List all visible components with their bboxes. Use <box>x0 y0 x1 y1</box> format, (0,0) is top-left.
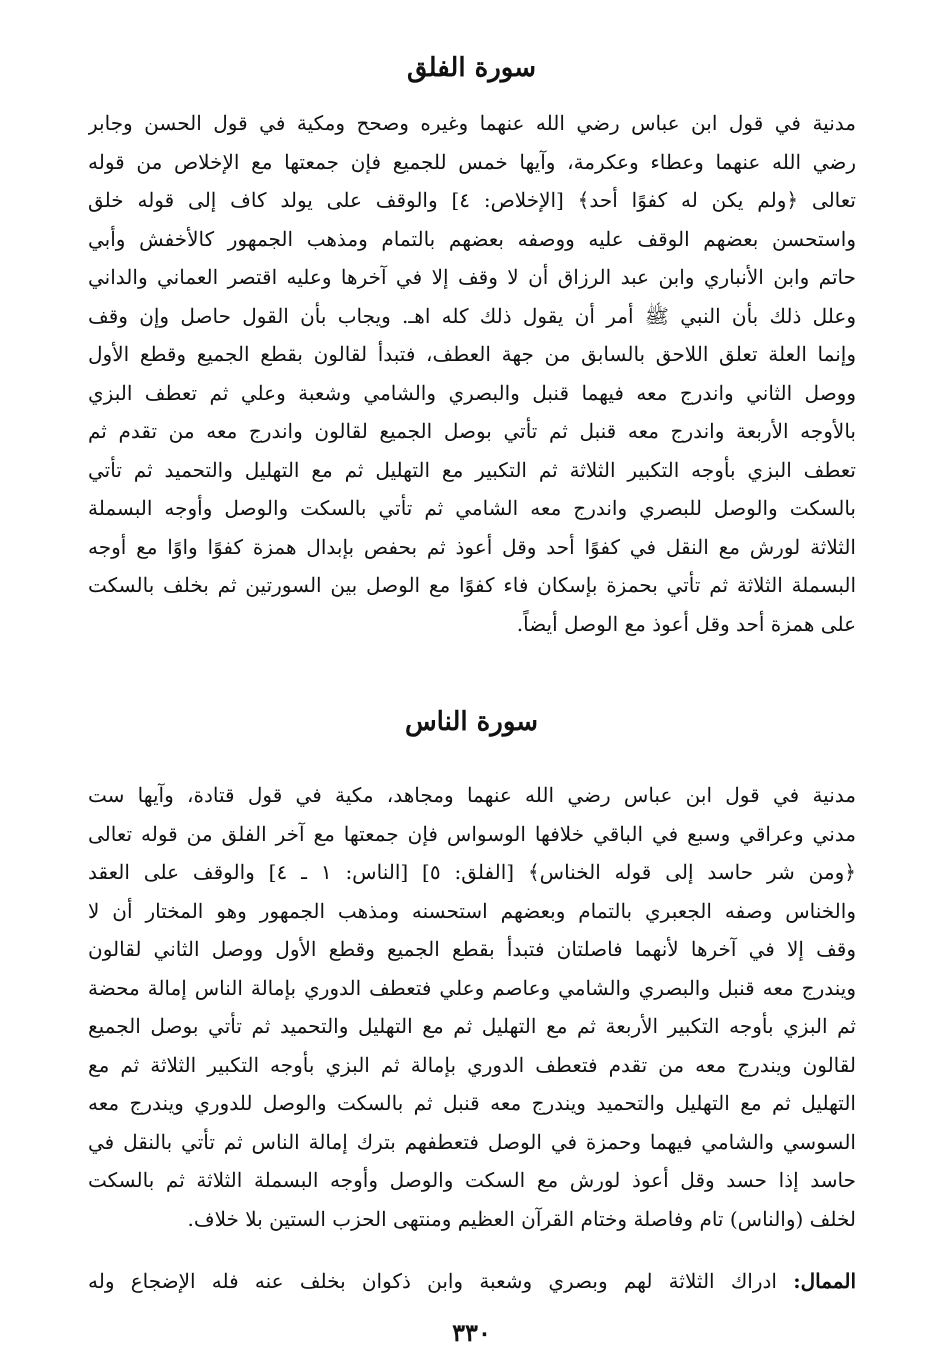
text-line: تعطف البزي بأوجه التكبير الثلاثة ثم التكبير مع التهليل ثم مع التهليل والتحميد ثم تأتي <box>88 457 856 482</box>
text-line: حاتم وابن الأنباري وابن عبد الرزاق أن لا وقف إلا في آخرها وعليه اقتصر العماني والداني <box>88 265 856 289</box>
text-line: وعلل ذلك بأن النبي ﷺ أمر أن يقول ذلك كله اهـ. ويجاب بأن القول حاصل وإن وقف <box>88 303 856 328</box>
surah-falaq-body <box>88 104 856 643</box>
text-line: حاسد إذا حسد وقل أعوذ لورش مع السكت والوصل وأوجه البسملة الثلاثة ثم بالسكت <box>88 1168 856 1192</box>
text-line: مدنية في قول ابن عباس رضي الله عنهما وغيره وصحح ومكية في قول الحسن وجابر <box>88 111 856 135</box>
text-line: مدنية في قول ابن عباس رضي الله عنهما ومجاهد، مكية في قول قتادة، وآيها ست <box>88 783 856 807</box>
text-line: ووصل الثاني واندرج معه فيهما قنبل والبصري والشامي وشعبة وعلي ثم تعطف البزي <box>88 380 856 405</box>
text-line: لخلف (والناس) تام وفاصلة وختام القرآن العظيم ومنتهى الحزب الستين بلا خلاف. <box>187 1206 856 1231</box>
text-line: بالأوجه الأربعة واندرج معه قنبل ثم تأتي بوصل الجميع لقالون واندرج معه من تقدم ثم <box>88 419 856 443</box>
text-line: التهليل ثم مع التهليل والتحميد ويندرج معه قنبل ثم بالسكت والوصل للدوري ويندرج معه <box>88 1091 856 1115</box>
text-line: مدني وعراقي وسبع في الباقي خلافها الوسواس فإن جمعتها مع آخر الفلق من قوله تعالى <box>88 821 856 846</box>
text-line: وإنما العلة تعلق اللاحق بالسابق من جهة العطف، فتبدأ لقالون بقطع الجميع وقطع الأول <box>88 342 856 366</box>
text-line: والخناس وصفه الجعبري بالتمام وبعضهم استحسنه ومذهب الجمهور وهو المختار أن لا <box>88 898 856 923</box>
page-number: ٣٣٠ <box>452 1318 491 1347</box>
text-line: لقالون ويندرج معه من تقدم فتعطف الدوري بإمالة ثم البزي بأوجه التكبير الثلاثة ثم مع <box>88 1052 856 1077</box>
text-line: ﴿ومن شر حاسد إلى قوله الخناس﴾ [الفلق: ٥] [الناس: ١ ـ ٤] والوقف على العقد <box>88 860 856 884</box>
note-label: الممال: <box>793 1269 856 1293</box>
text-line: ثم البزي بأوجه التكبير الأربعة ثم مع التهليل ثم مع التهليل والتحميد ثم تأتي بوصل الجميع <box>88 1014 856 1038</box>
text-line: السوسي والشامي فيهما وحمزة في الوصل فتعطفهم بترك إمالة الناس ثم تأتي بالنقل في <box>88 1129 856 1154</box>
text-line: بالسكت والوصل للبصري واندرج معه الشامي ثم تأتي بالسكت والوصل وأوجه البسملة <box>88 496 856 520</box>
text-line: البسملة الثلاثة ثم تأتي بحمزة بإسكان فاء كفوًا مع الوصل بين السورتين ثم بخلف بالسكت <box>88 573 856 597</box>
note-line <box>88 1262 856 1301</box>
text-line: على همزة أحد وقل أعوذ مع الوصل أيضاً. <box>516 611 856 636</box>
note-text: ادراك الثلاثة لهم وبصري وشعبة وابن ذكوان بخلف عنه فله الإضجاع وله <box>88 1269 777 1293</box>
surah-nas-title: سورة الناس <box>404 707 539 737</box>
text-line: رضي الله عنهما وعطاء وعكرمة، وآيها خمس للجميع فإن جمعتها مع الإخلاص من قوله <box>88 149 856 174</box>
text-line: تعالى ﴿ولم يكن له كفوًا أحد﴾ [الإخلاص: ٤] والوقف على يولد كاف إلى قوله خلق <box>88 188 856 212</box>
surah-nas-body <box>88 776 856 1238</box>
text-line: وقف إلا في آخرها لأنهما فاصلتان فتبدأ بقطع الجميع وقطع الأول ووصل الثاني لقالون <box>88 937 856 961</box>
text-line: واستحسن بعضهم الوقف عليه ووصفه بعضهم بالتمام ومذهب الجمهور كالأخفش وأبي <box>88 226 856 251</box>
text-line: ويندرج معه قنبل والبصري والشامي وعاصم وعلي فتعطف الدوري بإمالة الناس إمالة محضة <box>88 975 856 1000</box>
mumal-note <box>88 1262 856 1301</box>
text-line: الثلاثة لورش مع النقل في كفوًا أحد وقل أعوذ ثم بحفص بإبدال همزة كفوًا واوًا مع أوجه <box>88 534 856 559</box>
surah-falaq-title: سورة الفلق <box>406 53 537 83</box>
